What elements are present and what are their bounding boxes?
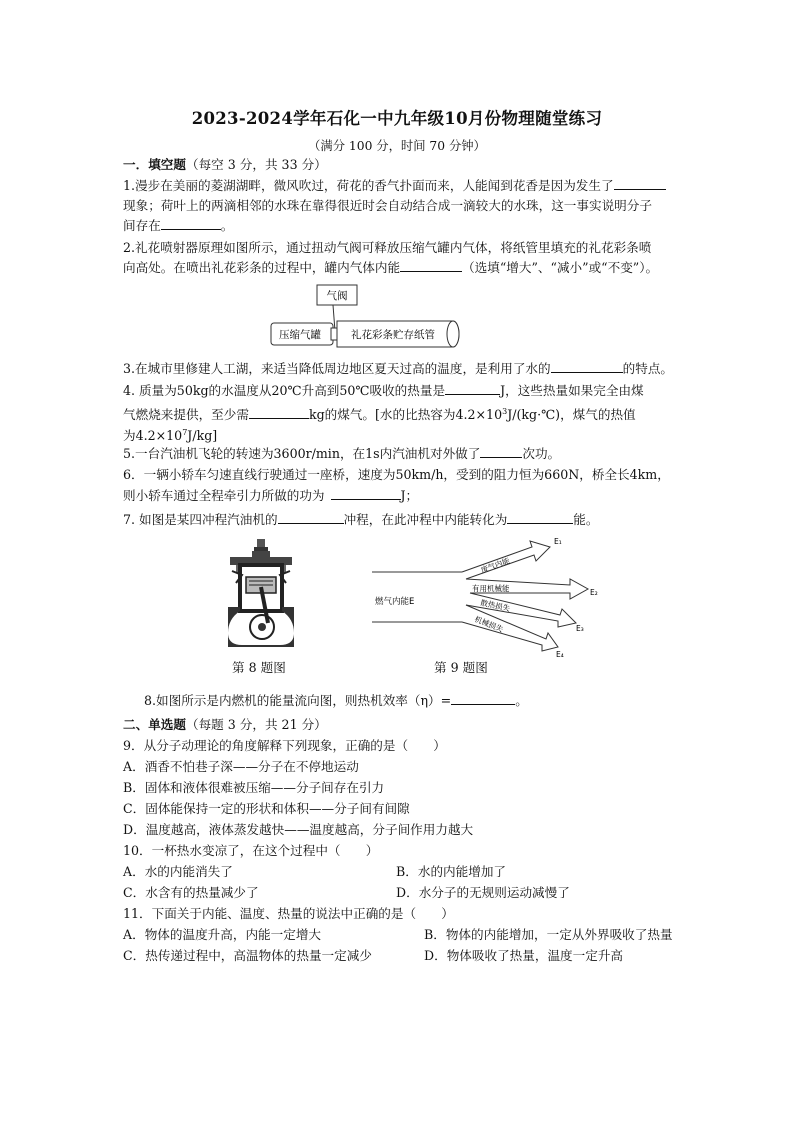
- question-text: kg的煤气。[水的比热容为4.2×10: [308, 407, 503, 423]
- energy-flow-figure: [370, 533, 610, 659]
- question-text: J，这些热量如果完全由煤: [500, 383, 644, 398]
- question-9-option-a[interactable]: A．酒香不怕巷子深——分子在不停地运动: [123, 759, 359, 774]
- question-4-line-3: [123, 423, 713, 446]
- question-9-option-b[interactable]: B．固体和液体很难被压缩——分子间存在引力: [123, 780, 385, 795]
- answer-blank[interactable]: [161, 217, 221, 230]
- answer-blank[interactable]: [331, 487, 401, 500]
- e1-label: E₁: [554, 537, 562, 546]
- question-9-option-d[interactable]: D．温度越高，液体蒸发越快——温度越高，分子间作用力越大: [123, 822, 474, 837]
- question-1-line-3: [123, 216, 713, 236]
- answer-blank[interactable]: [445, 382, 500, 395]
- e3-label: E₃: [576, 624, 584, 633]
- answer-blank[interactable]: [507, 511, 573, 524]
- question-10-option-b[interactable]: B．水的内能增加了: [396, 864, 507, 879]
- answer-blank[interactable]: [400, 259, 462, 272]
- question-4-line-2: [123, 402, 713, 425]
- question-3: [123, 359, 713, 379]
- question-1-line-2: 现象；荷叶上的两滴相邻的水珠在靠得很近时会自动结合成一滴较大的水珠，这一事实说明分子: [123, 198, 652, 213]
- question-text: 8.如图所示是内燃机的能量流向图，则热机效率（η）=: [144, 693, 452, 708]
- source-label: 燃气内能E: [375, 597, 415, 607]
- question-9-option-c[interactable]: C．固体能保持一定的形状和体积——分子间有间隙: [123, 801, 410, 816]
- four-stroke-engine-figure: [222, 537, 302, 649]
- question-11-option-d[interactable]: D．物体吸收了热量，温度一定升高: [424, 948, 624, 963]
- tank-label: 压缩气罐: [279, 329, 321, 341]
- question-text: 。: [515, 693, 528, 708]
- question-2-line-1: 2.礼花喷射器原理如图所示，通过扭动气阀可释放压缩气罐内气体，将纸管里填充的礼花彩条喷: [123, 240, 652, 255]
- question-1-line-1: [123, 176, 713, 196]
- question-text: 次功。: [522, 446, 561, 461]
- question-10-option-c[interactable]: C．水含有的热量减少了: [123, 885, 259, 900]
- question-10-stem: 10．一杯热水变凉了，在这个过程中（ ）: [123, 843, 379, 858]
- answer-blank[interactable]: [451, 692, 515, 705]
- section-title: 二、单选题: [123, 717, 186, 732]
- answer-blank[interactable]: [480, 445, 522, 458]
- section-heading-single-choice: [123, 715, 713, 735]
- section-title: 一．填空题: [123, 157, 186, 172]
- answer-blank[interactable]: [278, 511, 344, 524]
- answer-blank[interactable]: [249, 406, 309, 419]
- section-heading-fill-blank: [123, 155, 713, 175]
- question-text: 为4.2×10: [123, 428, 183, 444]
- question-9-stem: 9．从分子动理论的角度解释下列现象，正确的是（ ）: [123, 738, 446, 753]
- valve-label: 气阀: [326, 290, 348, 302]
- question-text: 4. 质量为50kg的水温度从20℃升高到50℃吸收的热量是: [123, 383, 446, 398]
- exponent: 3: [502, 407, 508, 416]
- page-title: 2023-2024学年石化一中九年级10月份物理随堂练习: [191, 109, 603, 128]
- question-text: 间存在: [123, 218, 161, 233]
- section-note: （每题 3 分，共 21 分）: [185, 717, 327, 732]
- valve-shape: [331, 328, 337, 340]
- tube-label: 礼花彩条贮存纸管: [351, 329, 435, 341]
- question-text: 7. 如图是某四冲程汽油机的: [123, 512, 278, 527]
- answer-blank[interactable]: [614, 177, 666, 190]
- page-subtitle: （满分 100 分，时间 70 分钟）: [308, 139, 486, 153]
- exponent: 7: [182, 428, 188, 437]
- e4-label: E₄: [556, 650, 564, 659]
- branch-mech-loss-label: 机械损失: [473, 614, 505, 635]
- question-5: [123, 444, 713, 464]
- branch-useful-label: 有用机械能: [472, 584, 510, 593]
- question-6-line-2: [123, 486, 713, 506]
- question-11-option-a[interactable]: A．物体的温度升高，内能一定增大: [123, 927, 322, 942]
- figure-8-caption: 第 8 题图: [232, 660, 286, 675]
- question-11-stem: 11．下面关于内能、温度、热量的说法中正确的是（ ）: [123, 906, 454, 921]
- question-text: 1.漫步在美丽的菱湖湖畔，微风吹过，荷花的香气扑面而来，人能闻到花香是因为发生了: [123, 178, 614, 193]
- question-4-line-1: [123, 381, 713, 401]
- branch-exhaust-label: 废气内能: [479, 556, 511, 575]
- question-8: [144, 691, 734, 711]
- question-text: 3.在城市里修建人工湖，来适当降低周边地区夏天过高的温度，是利用了水的: [123, 361, 551, 376]
- question-text: （选填“增大”、“减小”或“不变”）。: [462, 260, 659, 275]
- question-6-line-1: 6．一辆小轿车匀速直线行驶通过一座桥，速度为50km/h，受到的阻力恒为660N，桥全长4km，: [123, 467, 670, 482]
- branch-heat-loss-label: 散热损失: [479, 598, 511, 614]
- e2-label: E₂: [590, 588, 598, 597]
- question-text: J/(kg·℃)，煤气的热值: [507, 407, 636, 423]
- question-text: 向高处。在喷出礼花彩条的过程中，罐内气体内能: [123, 260, 401, 275]
- question-text: J/kg]: [187, 428, 218, 444]
- question-text: 能。: [573, 512, 599, 527]
- question-text: J；: [400, 488, 419, 503]
- question-11-option-b[interactable]: B．物体的内能增加，一定从外界吸收了热量: [424, 927, 673, 942]
- question-text: 气燃烧来提供，至少需: [123, 407, 249, 423]
- question-text: 。: [220, 218, 234, 233]
- firework-launcher-figure: [265, 283, 465, 355]
- question-10-option-d[interactable]: D．水分子的无规则运动减慢了: [396, 885, 570, 900]
- answer-blank[interactable]: [551, 360, 623, 373]
- question-text: 的特点。: [622, 361, 673, 376]
- question-7: [123, 510, 713, 530]
- question-text: 则小轿车通过全程牵引力所做的功为: [123, 488, 325, 503]
- question-text: 冲程，在此冲程中内能转化为: [343, 512, 508, 527]
- question-text: 5.一台汽油机飞轮的转速为3600r/min，在1s内汽油机对外做了: [123, 446, 481, 461]
- question-10-option-a[interactable]: A．水的内能消失了: [123, 864, 233, 879]
- question-2-line-2: [123, 258, 713, 278]
- section-note: （每空 3 分，共 33 分）: [185, 157, 327, 172]
- figure-9-caption: 第 9 题图: [434, 660, 488, 675]
- question-11-option-c[interactable]: C．热传递过程中，高温物体的热量一定减少: [123, 948, 372, 963]
